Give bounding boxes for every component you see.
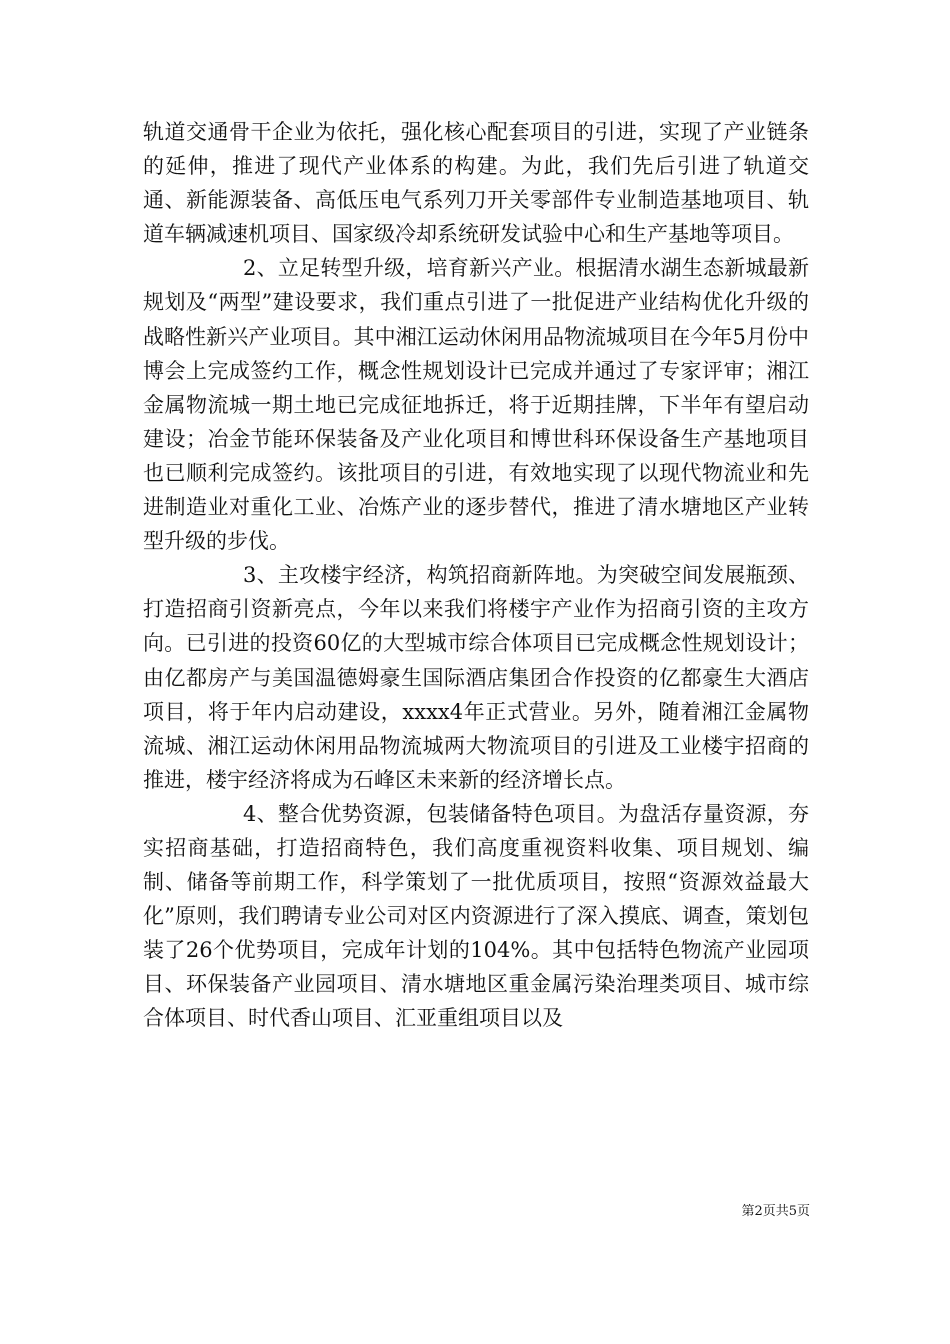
paragraph-item-4: 4、整合优势资源，包装储备特色项目。为盘活存量资源，夯实招商基础，打造招商特色，我们高度重视资料收集、项目规划、编制、储备等前期工作，科学策划了一批优质项目，按照“资源效益最大化”原则，我们聘请专业公司对区内资源进行了深入摸底、调查，策划包装了26个优势项目，完成年计划的104%。其中包括特色物流产业园项目、环保装备产业园项目、清水塘地区重金属污染治理类项目、城市综合体项目、时代香山项目、汇亚重组项目以及 [143,801,809,1031]
body-text [143,115,809,1036]
paragraph-item-2: 2、立足转型升级，培育新兴产业。根据清水湖生态新城最新规划及“两型”建设要求，我们重点引进了一批促进产业结构优化升级的战略性新兴产业项目。其中湘江运动休闲用品物流城项目在今年5月份中博会上完成签约工作，概念性规划设计已完成并通过了专家评审；湘江金属物流城一期土地已完成征地拆迁，将于近期挂牌，下半年有望启动建设；冶金节能环保装备及产业化项目和博世科环保设备生产基地项目也已顺利完成签约。该批项目的引进，有效地实现了以现代物流业和先进制造业对重化工业、冶炼产业的逐步替代，推进了清水塘地区产业转型升级的步伐。 [143,256,809,554]
paragraph-item-3: 3、主攻楼宇经济，构筑招商新阵地。为突破空间发展瓶颈、打造招商引资新亮点，今年以来我们将楼宇产业作为招商引资的主攻方向。已引进的投资60亿的大型城市综合体项目已完成概念性规划设计；由亿都房产与美国温德姆豪生国际酒店集团合作投资的亿都豪生大酒店项目，将于年内启动建设，xxxx4年正式营业。另外，随着湘江金属物流城、湘江运动休闲用品物流城两大物流项目的引进及工业楼宇招商的推进，楼宇经济将成为石峰区未来新的经济增长点。 [143,563,809,792]
page-number-footer: 第2页共5页 [741,1204,810,1219]
paragraph-continuation: 轨道交通骨干企业为依托，强化核心配套项目的引进，实现了产业链条的延伸，推进了现代产业体系的构建。为此，我们先后引进了轨道交通、新能源装备、高低压电气系列刀开关零部件专业制造基地项目、轨道车辆减速机项目、国家级冷却系统研发试验中心和生产基地等项目。 [143,120,809,247]
